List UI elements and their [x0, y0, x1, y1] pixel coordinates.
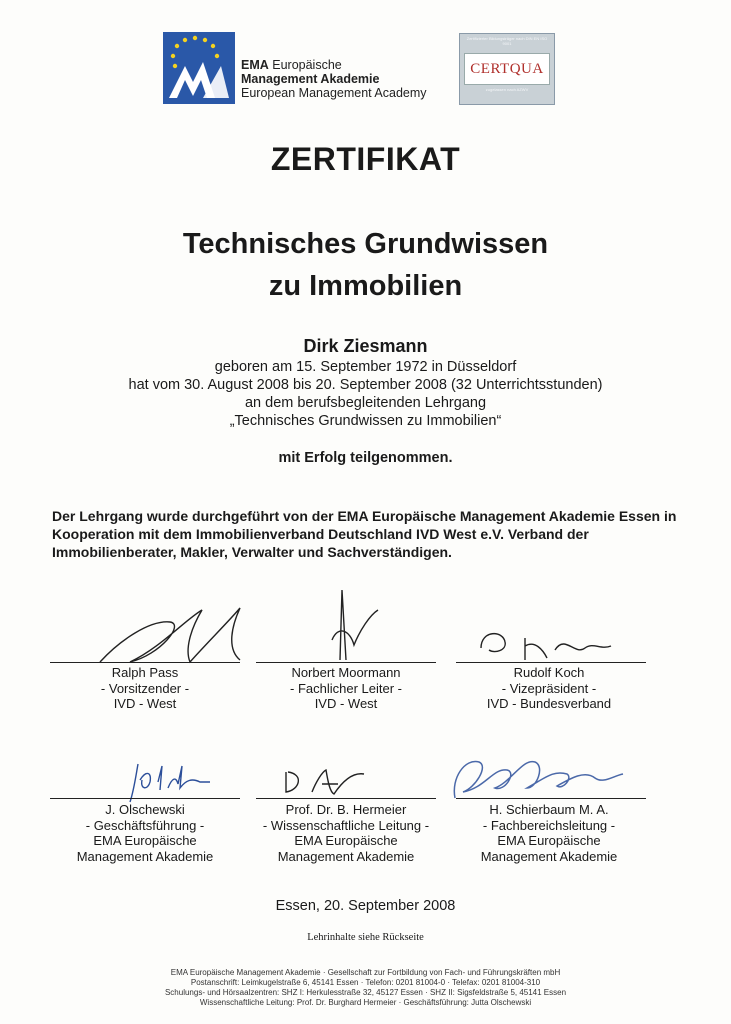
footer-line: Postanschrift: Leimkugelstraße 6, 45141 Essen · Telefon: 0201 81004-0 · Telefax: 0201 81004-310: [190, 978, 541, 987]
signatory-6: [449, 802, 649, 864]
signatory-4: [45, 802, 245, 864]
signatory-org2: Management Akademie: [277, 848, 415, 864]
footer-line: EMA Europäische Management Akademie · Gesellschaft zur Fortbildung von Fach- und Führungskräften mbH: [170, 968, 561, 977]
signature-line-4: [50, 798, 240, 799]
footer: [0, 968, 731, 1008]
signatory-role: - Fachbereichsleitung -: [482, 817, 616, 833]
signature-line-1: [50, 662, 240, 663]
signatory-3: [449, 665, 649, 712]
ema-name-line2: Management Akademie: [241, 72, 380, 86]
cooperation-statement: Der Lehrgang wurde durchgeführt von der EMA Europäische Management Akademie Essen in Kooperation mit dem Immobilienverband Deutschland IVD West e.V. Verband der Immobilienberater, Makler, Verwalter und Sachverständigen.: [52, 508, 677, 560]
signatory-org: IVD - West: [314, 696, 378, 711]
ema-name-prefix: EMA: [241, 58, 269, 72]
place-date: Essen, 20. September 2008: [275, 898, 456, 914]
person-name: Dirk Ziesmann: [303, 336, 428, 356]
signature-line-6: [456, 798, 646, 799]
birth-info: geboren am 15. September 1972 in Düsseldorf: [214, 359, 517, 375]
signature-rudolf-koch: [475, 620, 615, 665]
signatory-org: EMA Europäische: [93, 833, 197, 848]
signatory-role: - Fachlicher Leiter -: [290, 680, 402, 696]
ema-logo: [163, 32, 235, 104]
course-name-quoted: „Technisches Grundwissen zu Immobilien“: [229, 413, 502, 429]
signature-line-3: [456, 662, 646, 663]
signatory-org: IVD - Bundesverband: [486, 696, 612, 711]
course-period: hat vom 30. August 2008 bis 20. September 2008 (32 Unterrichtsstunden): [128, 377, 603, 393]
footer-line: Schulungs- und Hörsaalzentren: SHZ I: Herkulesstraße 32, 45127 Essen · SHZ II: Sigsfeldstraße 5, 45141 Essen: [164, 988, 567, 997]
ema-name: [241, 58, 427, 100]
signatory-org: IVD - West: [113, 696, 177, 711]
signature-h-schierbaum: [445, 748, 630, 808]
signatory-org: EMA Europäische: [497, 833, 601, 848]
signature-line-2: [256, 662, 436, 663]
signature-line-5: [256, 798, 436, 799]
signatory-name: Rudolf Koch: [513, 665, 585, 680]
signatory-org2: Management Akademie: [480, 848, 618, 864]
signatory-5: [246, 802, 446, 864]
signatory-role: - Wissenschaftliche Leitung -: [262, 817, 430, 833]
certqua-top-text: Zertifizierter Bildungsträger nach DIN EN ISO 9001: [466, 36, 548, 46]
signatory-name: H. Schierbaum M. A.: [489, 802, 609, 817]
ema-logo-graphic: [163, 32, 235, 104]
course-title-line1: Technisches Grundwissen: [182, 228, 549, 260]
certqua-badge: [459, 33, 555, 105]
signatory-name: J. Olschewski: [105, 802, 185, 817]
signatory-org: EMA Europäische: [294, 833, 398, 848]
ema-name-rest: Europäische: [268, 58, 342, 72]
signatory-name: Norbert Moormann: [291, 665, 401, 680]
course-title-line2: zu Immobilien: [268, 270, 463, 302]
signatory-role: - Vizepräsident -: [501, 680, 597, 696]
signature-ralph-pass: [90, 600, 250, 670]
backside-note: Lehrinhalte siehe Rückseite: [307, 932, 424, 943]
signatory-org2: Management Akademie: [76, 848, 214, 864]
certqua-bottom-text: zugelassen nach AZWV: [485, 87, 529, 92]
signatory-role: - Vorsitzender -: [100, 680, 190, 696]
signatory-role: - Geschäftsführung -: [85, 817, 205, 833]
signature-norbert-moormann: [320, 585, 390, 665]
success-statement: mit Erfolg teilgenommen.: [278, 450, 453, 466]
certqua-name: CERTQUA: [464, 53, 550, 85]
certificate-title: ZERTIFIKAT: [270, 141, 461, 177]
signatory-name: Prof. Dr. B. Hermeier: [285, 802, 407, 817]
signatory-1: [45, 665, 245, 712]
footer-line: Wissenschaftliche Leitung: Prof. Dr. Burghard Hermeier · Geschäftsführung: Jutta Olschewski: [199, 998, 532, 1007]
signatory-2: [246, 665, 446, 712]
ema-name-line3: European Management Academy: [241, 86, 427, 100]
signature-b-hermeier: [282, 762, 372, 802]
course-intro: an dem berufsbegleitenden Lehrgang: [244, 395, 487, 411]
signatory-name: Ralph Pass: [111, 665, 179, 680]
